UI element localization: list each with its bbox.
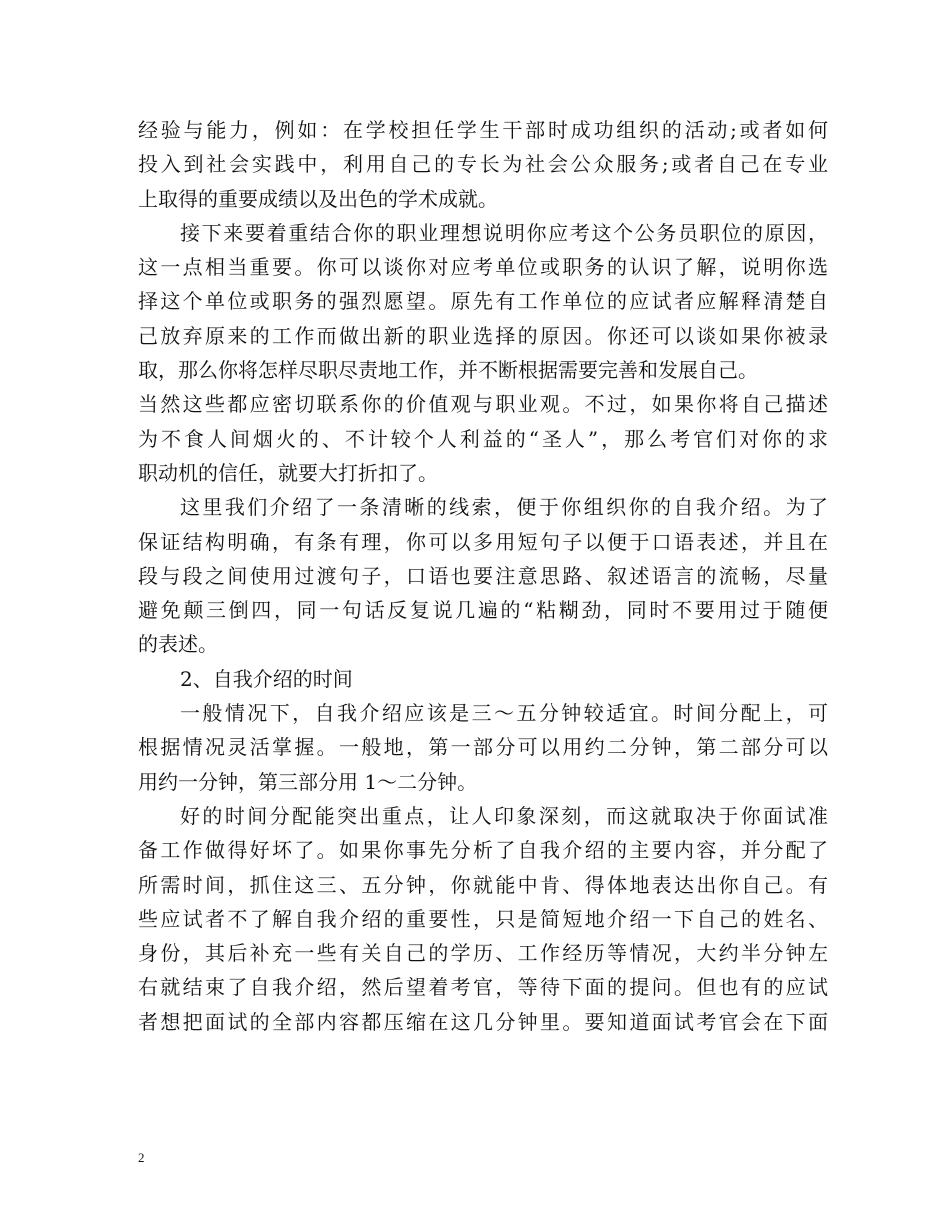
text-line: 己放弃原来的工作而做出新的职业选择的原因。你还可以谈如果你被录 bbox=[138, 323, 828, 348]
document-body bbox=[138, 113, 828, 1039]
text-line: 好的时间分配能突出重点，让人印象深刻，而这就取决于你面试准 bbox=[180, 803, 828, 828]
page-number: 2 bbox=[138, 1150, 145, 1165]
text-line: 一般情况下，自我介绍应该是三～五分钟较适宜。时间分配上，可 bbox=[180, 701, 828, 726]
text-line: 上取得的重要成绩以及出色的学术成就。 bbox=[138, 186, 498, 211]
paragraph bbox=[138, 113, 828, 216]
paragraph bbox=[138, 216, 828, 490]
text-line: 避免颠三倒四，同一句话反复说几遍的“粘糊劲，同时不要用过于随便 bbox=[138, 598, 828, 623]
text-line: 取，那么你将怎样尽职尽责地工作，并不断根据需要完善和发展自己。 bbox=[138, 358, 758, 383]
text-line: 段与段之间使用过渡句子，口语也要注意思路、叙述语言的流畅，尽量 bbox=[138, 563, 828, 588]
text-line: 者想把面试的全部内容都压缩在这几分钟里。要知道面试考官会在下面 bbox=[138, 1009, 828, 1034]
text-line: 保证结构明确，有条有理，你可以多用短句子以便于口语表述，并且在 bbox=[138, 529, 828, 554]
text-line: 用约一分钟，第三部分用 1～二分钟。 bbox=[138, 769, 478, 794]
text-line: 所需时间，抓住这三、五分钟，你就能中肯、得体地表达出你自己。有 bbox=[138, 872, 828, 897]
paragraph bbox=[138, 696, 828, 799]
text-line: 身份，其后补充一些有关自己的学历、工作经历等情况，大约半分钟左 bbox=[138, 941, 828, 966]
text-line: 根据情况灵活掌握。一般地，第一部分可以用约二分钟，第二部分可以 bbox=[138, 735, 828, 760]
text-line: 当然这些都应密切联系你的价值观与职业观。不过，如果你将自己描述 bbox=[138, 392, 828, 417]
paragraph bbox=[138, 490, 828, 661]
text-line: 右就结束了自我介绍，然后望着考官，等待下面的提问。但也有的应试 bbox=[138, 975, 828, 1000]
text-line: 这里我们介绍了一条清晰的线索，便于你组织你的自我介绍。为了 bbox=[180, 495, 828, 520]
text-line: 接下来要着重结合你的职业理想说明你应考这个公务员职位的原因， bbox=[180, 220, 828, 245]
text-line: 择这个单位或职务的强烈愿望。原先有工作单位的应试者应解释清楚自 bbox=[138, 289, 828, 314]
text-line: 2、自我介绍的时间 bbox=[180, 666, 353, 691]
text-line: 经验与能力，例如：在学校担任学生干部时成功组织的活动;或者如何 bbox=[138, 118, 828, 142]
text-line: 的表述。 bbox=[138, 632, 218, 657]
text-line: 些应试者不了解自我介绍的重要性，只是简短地介绍一下自己的姓名、 bbox=[138, 906, 828, 931]
text-line: 投入到社会实践中，利用自己的专长为社会公众服务;或者自己在专业 bbox=[138, 152, 828, 177]
text-line: 备工作做得好坏了。如果你事先分析了自我介绍的主要内容，并分配了 bbox=[138, 838, 828, 863]
text-line: 为不食人间烟火的、不计较个人利益的“圣人”，那么考官们对你的求 bbox=[138, 426, 828, 451]
paragraph bbox=[138, 799, 828, 1039]
section-heading bbox=[138, 662, 828, 696]
text-line: 职动机的信任，就要大打折扣了。 bbox=[138, 460, 438, 485]
text-line: 这一点相当重要。你可以谈你对应考单位或职务的认识了解，说明你选 bbox=[138, 255, 828, 280]
